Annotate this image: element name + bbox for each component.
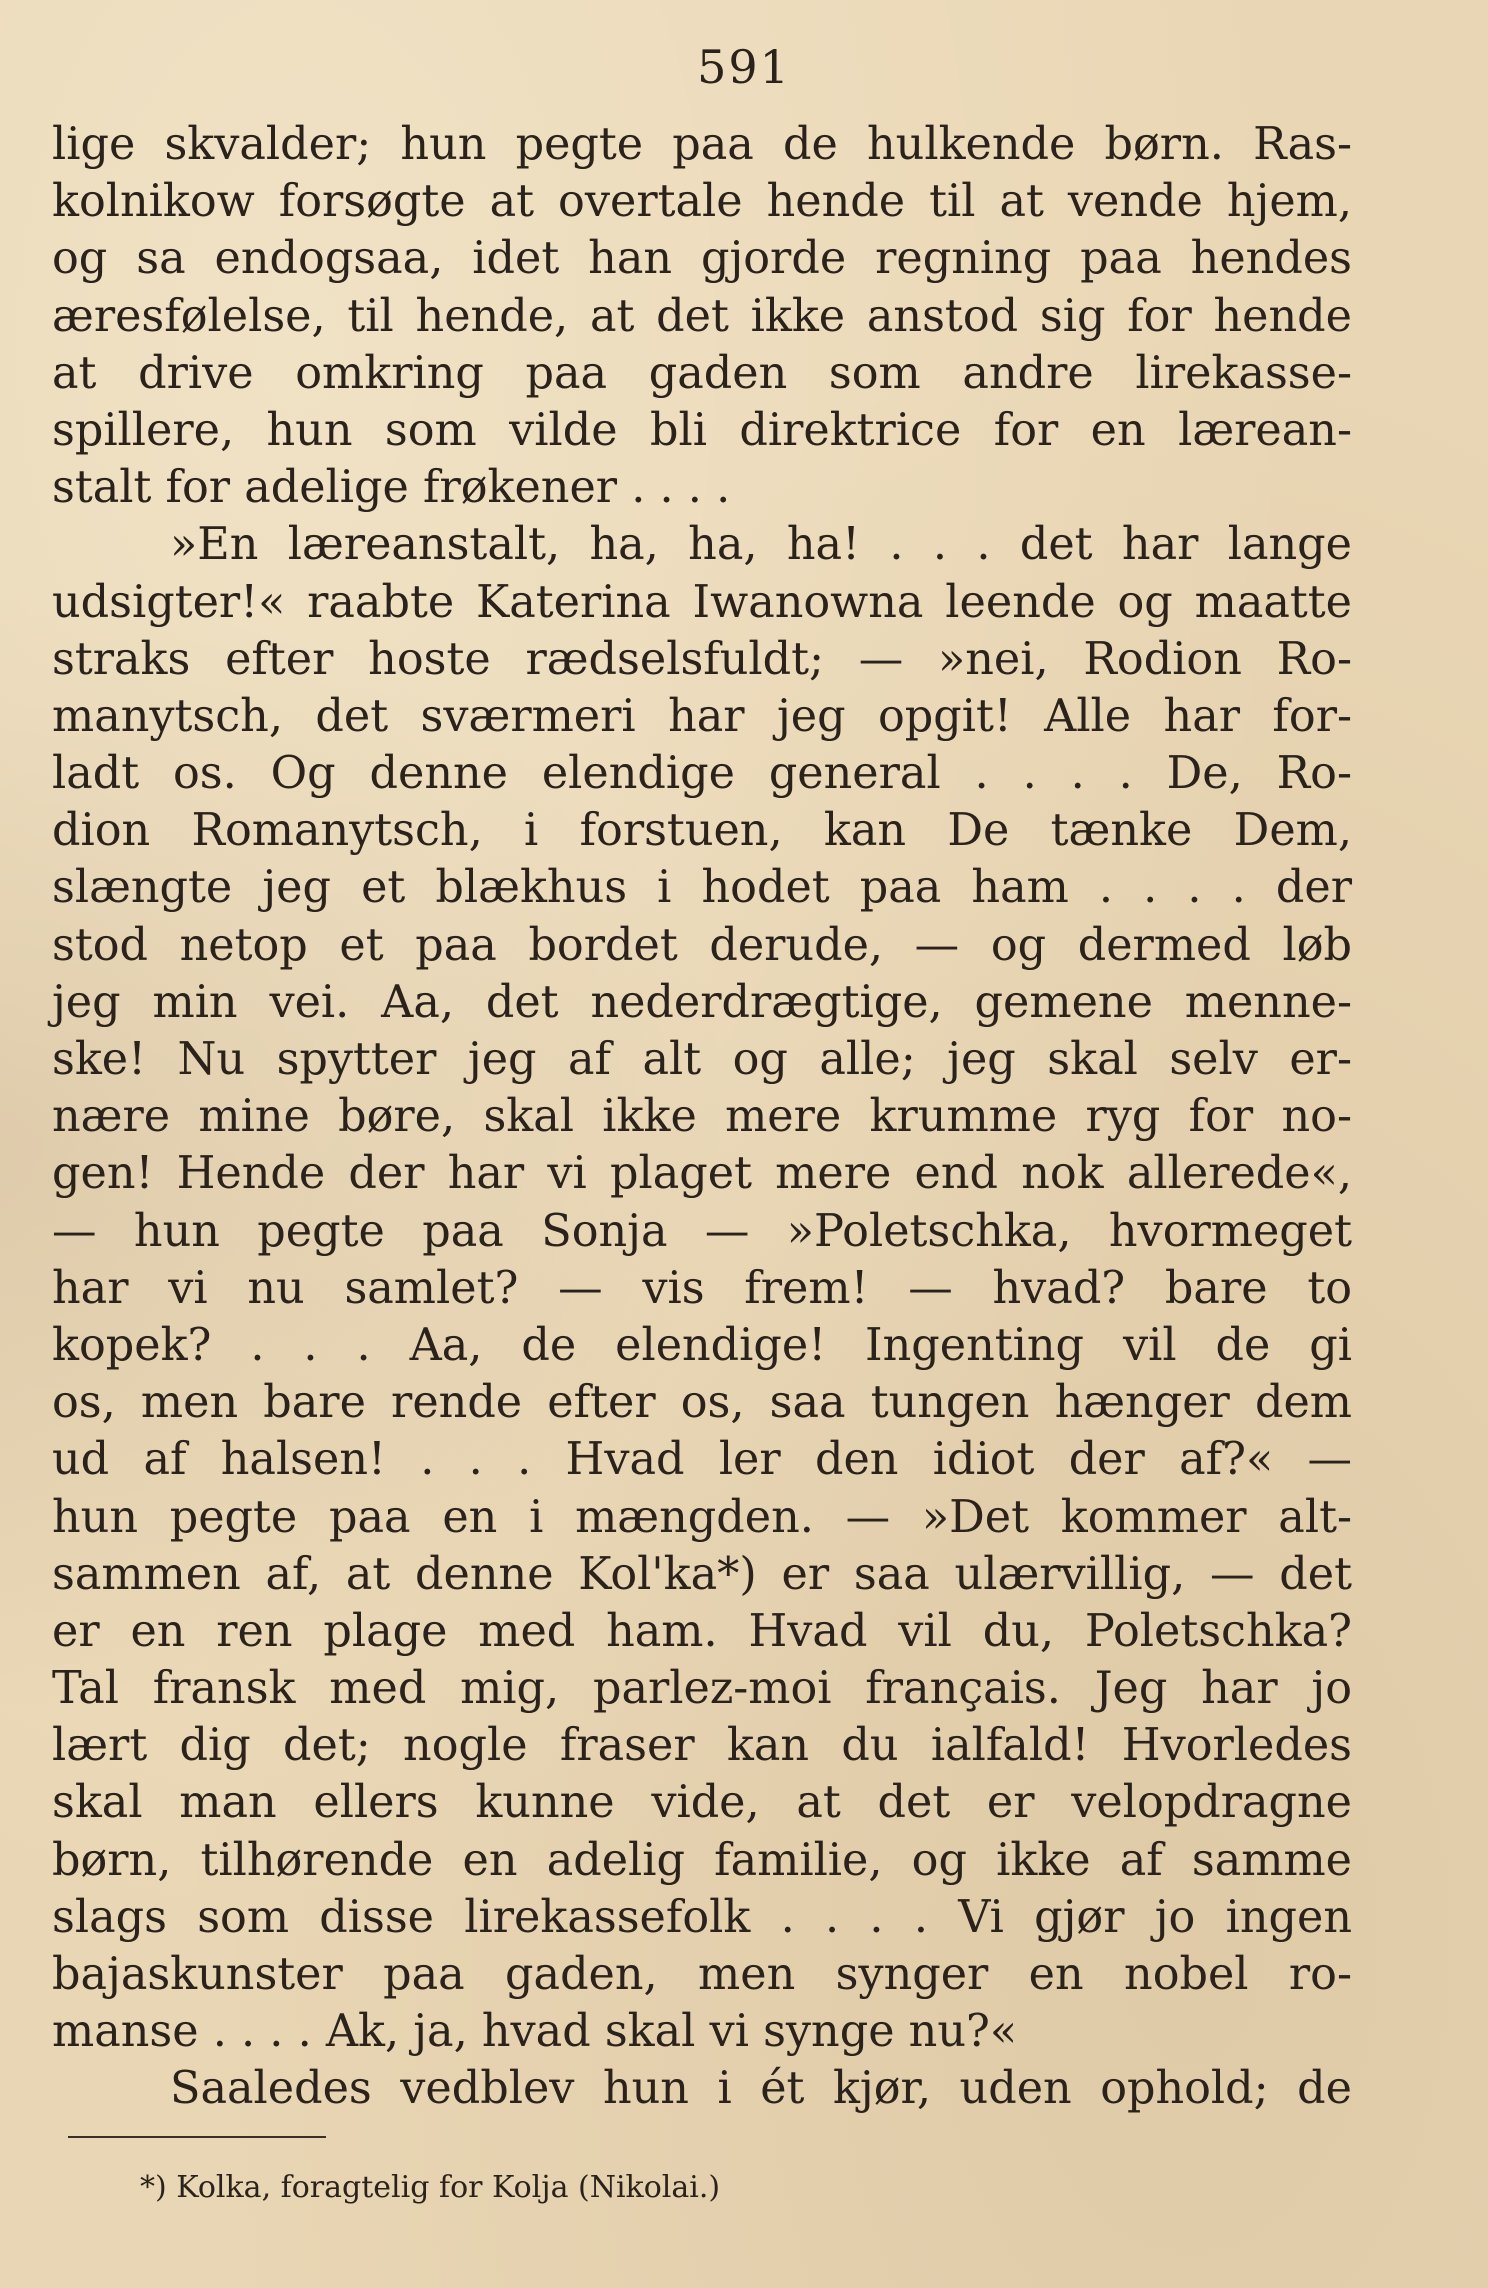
footnote-divider xyxy=(68,2136,326,2138)
body-text xyxy=(52,116,1352,2118)
text-line: »En læreanstalt, ha, ha, ha! . . . det har lange xyxy=(170,519,1352,571)
text-line: lært dig det; nogle fraser kan du ialfald! Hvorledes xyxy=(52,1720,1352,1772)
text-line: manse . . . . Ak, ja, hvad skal vi synge nu?« xyxy=(52,2006,1018,2058)
text-line: Tal fransk med mig, parlez-moi français. Jeg har jo xyxy=(52,1663,1352,1715)
text-line: dion Romanytsch, i forstuen, kan De tænke Dem, xyxy=(52,805,1352,857)
text-line: stalt for adelige frøkener . . . . xyxy=(52,462,731,514)
text-line: æresfølelse, til hende, at det ikke anstod sig for hende xyxy=(52,290,1352,342)
text-line: ladt os. Og denne elendige general . . . . De, Ro- xyxy=(52,748,1352,800)
text-line: har vi nu samlet? — vis frem! — hvad? bare to xyxy=(52,1262,1352,1314)
text-line: bajaskunster paa gaden, men synger en nobel ro- xyxy=(52,1949,1352,2000)
text-line: at drive omkring paa gaden som andre lirekasse- xyxy=(52,347,1352,399)
text-line: jeg min vei. Aa, det nederdrægtige, gemene menne- xyxy=(52,976,1352,1028)
text-line: kolnikow forsøgte at overtale hende til at vende hjem, xyxy=(52,176,1352,228)
text-line: — hun pegte paa Sonja — »Poletschka, hvormeget xyxy=(52,1205,1352,1257)
page-number: 591 xyxy=(697,40,791,94)
text-line: slængte jeg et blækhus i hodet paa ham . . . . der xyxy=(52,862,1352,914)
text-line: udsigter!« raabte Katerina Iwanowna leende og maatte xyxy=(52,576,1352,628)
footnote: *) Kolka, foragtelig for Kolja (Nikolai.) xyxy=(140,2170,721,2205)
text-line: spillere, hun som vilde bli direktrice for en lærean- xyxy=(52,404,1352,456)
text-line: os, men bare rende efter os, saa tungen hænger dem xyxy=(52,1377,1352,1429)
text-line: stod netop et paa bordet derude, — og dermed løb xyxy=(52,919,1352,971)
text-line: nære mine børe, skal ikke mere krumme ryg for no- xyxy=(52,1091,1352,1143)
text-line: lige skvalder; hun pegte paa de hulkende børn. Ras- xyxy=(52,119,1352,170)
text-line: sammen af, at denne Kol'ka*) er saa ulærvillig, — det xyxy=(52,1548,1352,1600)
text-line: gen! Hende der har vi plaget mere end nok allerede«, xyxy=(52,1148,1352,1200)
text-line: er en ren plage med ham. Hvad vil du, Poletschka? xyxy=(52,1605,1352,1657)
text-line: ske! Nu spytter jeg af alt og alle; jeg skal selv er- xyxy=(52,1034,1352,1085)
text-line: børn, tilhørende en adelig familie, og ikke af samme xyxy=(52,1834,1352,1886)
text-line: manytsch, det sværmeri har jeg opgit! Alle har for- xyxy=(52,690,1352,742)
text-line: kopek? . . . Aa, de elendige! Ingenting vil de gi xyxy=(52,1319,1352,1371)
text-line: og sa endogsaa, idet han gjorde regning paa hendes xyxy=(52,233,1352,285)
text-line: slags som disse lirekassefolk . . . . Vi gjør jo ingen xyxy=(52,1891,1352,1943)
text-line: skal man ellers kunne vide, at det er velopdragne xyxy=(52,1777,1352,1829)
text-line: straks efter hoste rædselsfuldt; — »nei, Rodion Ro- xyxy=(52,633,1352,685)
text-line: hun pegte paa en i mængden. — »Det kommer alt- xyxy=(52,1491,1352,1543)
text-line: ud af halsen! . . . Hvad ler den idiot der af?« — xyxy=(52,1434,1352,1486)
text-line: Saaledes vedblev hun i ét kjør, uden ophold; de xyxy=(170,2063,1352,2115)
